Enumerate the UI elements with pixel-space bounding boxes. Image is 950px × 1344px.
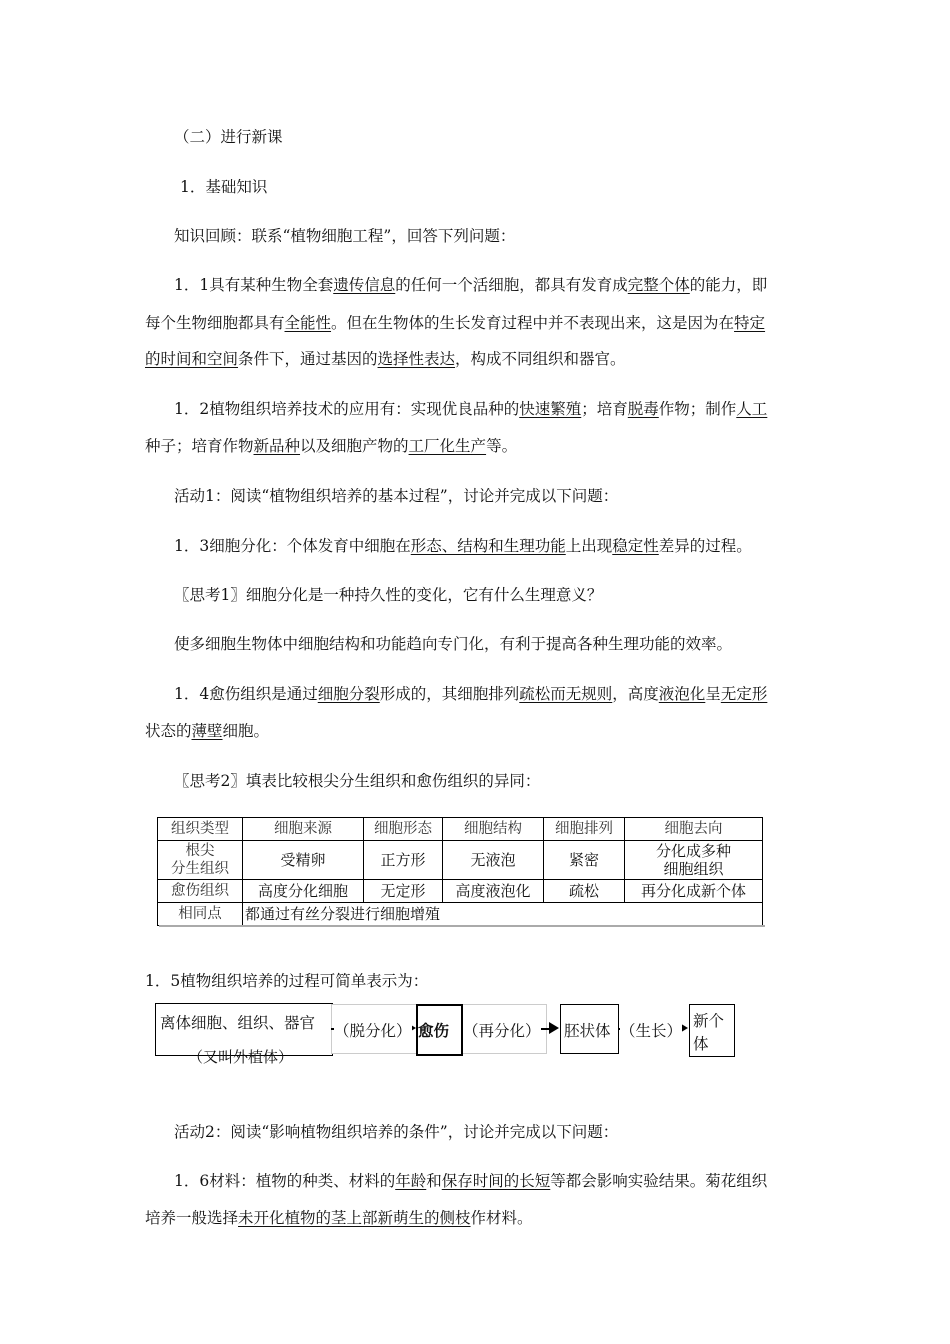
table-cell: 分化成多种 细胞组织 bbox=[625, 841, 763, 880]
paragraph-1-4-line1: 1．4愈伤组织是通过细胞分裂形成的，其细胞排列疏松而无规则，高度液泡化呈无定形 bbox=[174, 685, 768, 703]
table-cell: 紧密 bbox=[544, 841, 625, 880]
table-header: 细胞去向 bbox=[625, 818, 763, 841]
table-cell: 无定形 bbox=[364, 880, 443, 903]
paragraph-1-6-line1: 1．6材料：植物的种类、材料的年龄和保存时间的长短等都会影响实验结果。菊花组织 bbox=[174, 1172, 768, 1190]
table-cell: 疏松 bbox=[544, 880, 625, 903]
table-cell-common: 都通过有丝分裂进行细胞增殖 bbox=[243, 903, 763, 926]
table-header: 细胞形态 bbox=[364, 818, 443, 841]
paragraph-1-5: 1．5植物组织培养的过程可简单表示为： bbox=[145, 972, 429, 990]
table-cell: 高度液泡化 bbox=[443, 880, 544, 903]
section-title: （二）进行新课 bbox=[174, 128, 283, 146]
flow-arrow-3-label: （生长） bbox=[620, 1019, 682, 1041]
paragraph-1-2-line2: 种子；培育作物新品种以及细胞产物的工厂化生产等。 bbox=[145, 437, 518, 455]
table-cell: 正方形 bbox=[364, 841, 443, 880]
flow-box-new-individual-label-2: 体 bbox=[693, 1035, 709, 1053]
table-cell: 无液泡 bbox=[443, 841, 544, 880]
flow-box-explant-label: 离体细胞、组织、器官 bbox=[160, 1014, 316, 1032]
row-label-common: 相同点 bbox=[158, 903, 243, 926]
flow-box-callus-label: 愈伤 bbox=[418, 1022, 450, 1040]
paragraph-1-1-line1: 1．1具有某种生物全套遗传信息的任何一个活细胞，都具有发育成完整个体的能力，即 bbox=[174, 276, 768, 294]
paragraph-1-6-line2: 培养一般选择未开化植物的茎上部新萌生的侧枝作材料。 bbox=[145, 1209, 533, 1227]
flow-box-embryoid-label: 胚状体 bbox=[564, 1022, 611, 1040]
review-intro: 知识回顾：联系“植物细胞工程”，回答下列问题： bbox=[174, 227, 516, 245]
table-cell: 再分化成新个体 bbox=[625, 880, 763, 903]
table-header: 细胞结构 bbox=[443, 818, 544, 841]
think-1-question: 〖思考1〗细胞分化是一种持久性的变化，它有什么生理意义？ bbox=[174, 586, 603, 604]
paragraph-1-2-line1: 1．2植物组织培养技术的应用有：实现优良品种的快速繁殖；培育脱毒作物；制作人工 bbox=[174, 400, 768, 418]
think-1-answer: 使多细胞生物体中细胞结构和功能趋向专门化，有利于提高各种生理功能的效率。 bbox=[174, 635, 733, 653]
table-row bbox=[158, 880, 763, 903]
sub-title: 1．基础知识 bbox=[180, 178, 268, 196]
table-header: 组织类型 bbox=[158, 818, 243, 841]
paragraph-1-1-line2: 每个生物细胞都具有全能性。但在生物体的生长发育过程中并不表现出来，这是因为在特定 bbox=[145, 314, 766, 332]
flow-arrow-1-label: （脱分化） bbox=[334, 1019, 412, 1041]
table-shadow bbox=[159, 925, 765, 927]
flow-box-new-individual-label-1: 新个 bbox=[693, 1012, 725, 1030]
flow-arrow-2-label: （再分化） bbox=[463, 1019, 541, 1041]
table-cell: 高度分化细胞 bbox=[243, 880, 364, 903]
paragraph-1-4-line2: 状态的薄壁细胞。 bbox=[145, 722, 270, 740]
table-row bbox=[158, 841, 763, 880]
arrow-head-icon bbox=[549, 1022, 559, 1034]
activity-2: 活动2：阅读“影响植物组织培养的条件”，讨论并完成以下问题： bbox=[174, 1123, 619, 1141]
table-header: 细胞来源 bbox=[243, 818, 364, 841]
think-2-question: 〖思考2〗填表比较根尖分生组织和愈伤组织的异同： bbox=[174, 772, 541, 790]
paragraph-1-3: 1．3细胞分化：个体发育中细胞在形态、结构和生理功能上出现稳定性差异的过程。 bbox=[174, 537, 752, 555]
activity-1: 活动1：阅读“植物组织培养的基本过程”，讨论并完成以下问题： bbox=[174, 487, 619, 505]
row-label-callus: 愈伤组织 bbox=[158, 880, 243, 903]
row-label-meristem: 根尖 分生组织 bbox=[158, 841, 243, 880]
paragraph-1-1-line3: 的时间和空间条件下，通过基因的选择性表达，构成不同组织和器官。 bbox=[145, 350, 626, 368]
comparison-table bbox=[157, 817, 763, 926]
table-header: 细胞排列 bbox=[544, 818, 625, 841]
table-row bbox=[158, 903, 763, 926]
table-cell: 受精卵 bbox=[243, 841, 364, 880]
flow-explant-note: （又叫外植体） bbox=[188, 1048, 294, 1066]
table-header-row bbox=[158, 818, 763, 841]
